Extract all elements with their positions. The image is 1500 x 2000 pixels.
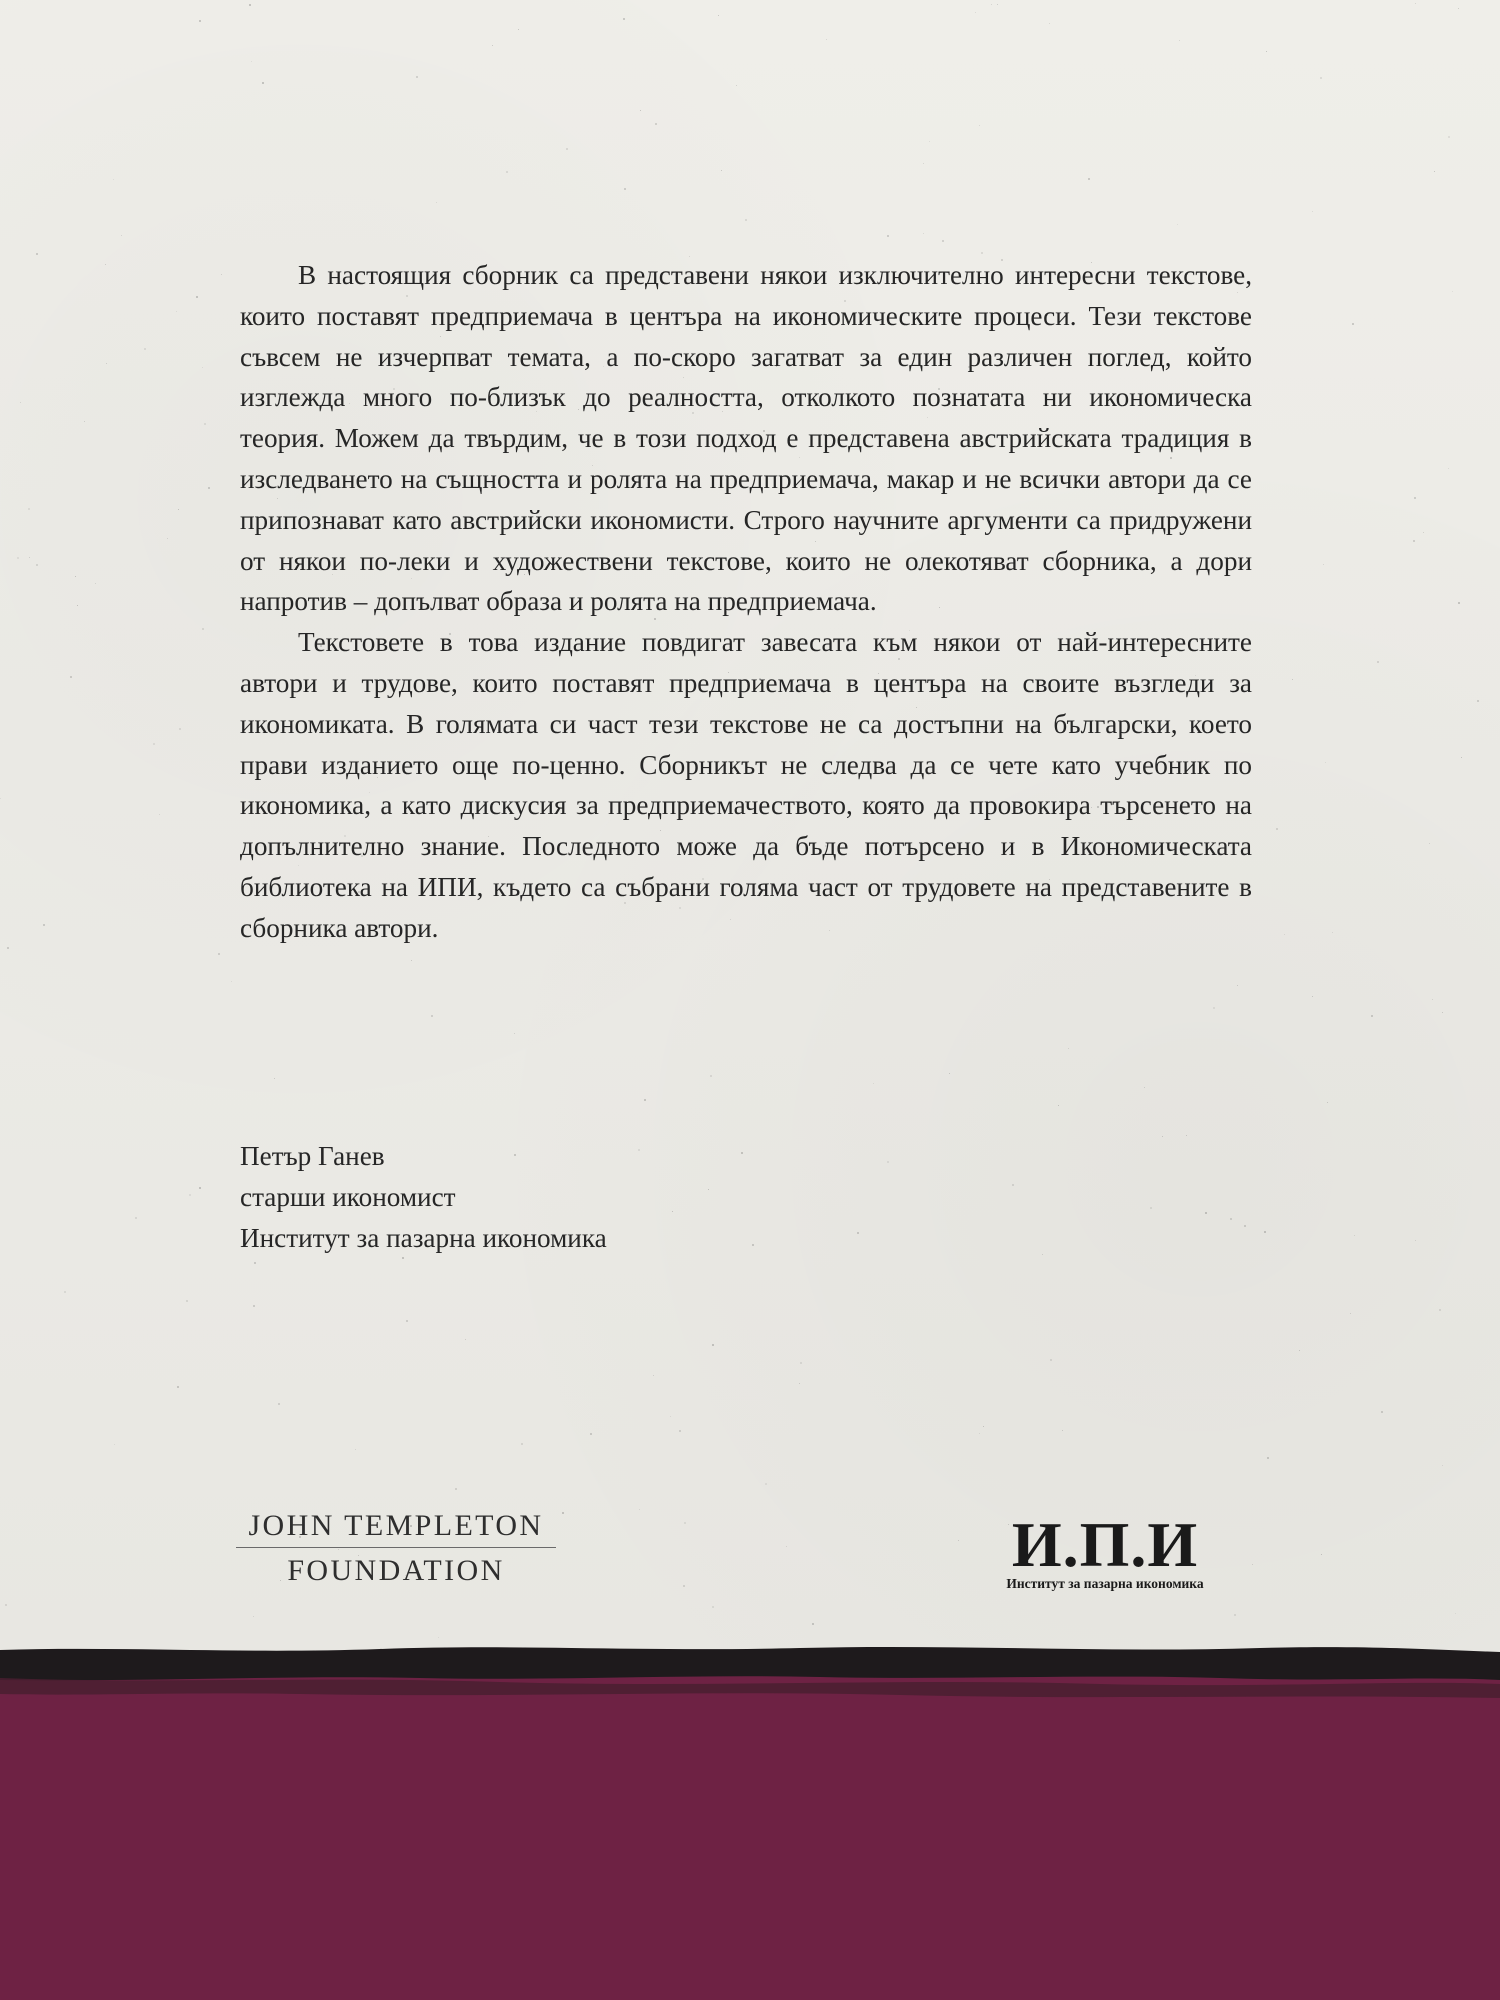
paper-speck	[1042, 1254, 1043, 1255]
paper-speck	[1350, 1313, 1351, 1314]
paper-speck	[204, 423, 206, 425]
paper-speck	[1423, 532, 1424, 533]
paper-speck	[254, 1262, 256, 1264]
paper-speck	[43, 924, 45, 926]
paper-speck	[857, 1232, 859, 1234]
paper-speck	[506, 171, 508, 173]
paper-speck	[159, 814, 160, 815]
paper-speck	[436, 202, 437, 203]
paper-speck	[923, 233, 924, 234]
paper-speck	[640, 110, 641, 111]
paper-speck	[1237, 985, 1238, 986]
paper-speck	[179, 728, 181, 730]
paper-speck	[745, 219, 747, 221]
paper-speck	[741, 1152, 743, 1154]
paper-speck	[5, 1604, 7, 1606]
paper-speck	[929, 141, 930, 142]
paper-speck	[1276, 828, 1278, 830]
paper-speck	[1162, 1136, 1163, 1137]
paper-speck	[670, 1416, 671, 1417]
paper-speck	[644, 1099, 646, 1101]
paper-speck	[153, 743, 155, 745]
paper-speck	[639, 1509, 640, 1510]
paper-speck	[655, 123, 657, 125]
paper-speck	[979, 1433, 980, 1434]
paper-speck	[1050, 1359, 1052, 1361]
paper-speck	[251, 61, 252, 62]
paper-speck	[77, 605, 78, 606]
paper-speck	[1458, 8, 1459, 9]
paper-speck	[1448, 468, 1449, 469]
paper-speck	[981, 252, 983, 254]
paper-speck	[786, 1546, 787, 1547]
paper-speck	[1434, 171, 1435, 172]
paper-speck	[1413, 540, 1415, 542]
paper-speck	[199, 1187, 201, 1189]
paper-speck	[1455, 1613, 1456, 1614]
templeton-logo-divider	[236, 1547, 556, 1548]
paper-speck	[114, 1444, 115, 1445]
paper-speck	[1352, 323, 1354, 325]
paper-speck	[355, 1449, 356, 1450]
paper-speck	[949, 1073, 950, 1074]
paper-speck	[624, 188, 626, 190]
paper-speck	[887, 235, 889, 237]
paper-speck	[1320, 77, 1322, 79]
paper-speck	[991, 4, 992, 5]
paper-speck	[812, 1623, 814, 1625]
paper-speck	[1332, 932, 1333, 933]
paper-speck	[1284, 934, 1285, 935]
paper-speck	[712, 1344, 714, 1346]
paper-speck	[1292, 679, 1293, 680]
paper-speck	[29, 557, 30, 558]
paper-speck	[873, 1083, 874, 1084]
paper-speck	[1252, 1564, 1253, 1565]
paper-speck	[186, 1300, 188, 1302]
templeton-logo-line1: JOHN TEMPLETON	[248, 1509, 544, 1542]
paper-speck	[1371, 1015, 1373, 1017]
paper-speck	[942, 240, 944, 242]
paper-speck	[923, 163, 924, 164]
author-organization: Институт за пазарна икономика	[240, 1222, 607, 1253]
paper-speck	[17, 557, 19, 559]
paper-speck	[1186, 1135, 1187, 1136]
ipi-logo-subtitle: Институт за пазарна икономика	[1006, 1576, 1204, 1591]
paper-speck	[208, 487, 210, 489]
paper-speck	[1264, 1231, 1266, 1233]
paper-speck	[20, 402, 21, 403]
paper-speck	[518, 29, 519, 30]
paper-speck	[590, 1433, 592, 1435]
paper-speck	[0, 798, 1, 799]
paper-speck	[202, 367, 203, 368]
paper-speck	[84, 421, 85, 422]
paper-speck	[514, 1033, 515, 1034]
paper-speck	[997, 4, 998, 5]
band-fill	[0, 1654, 1500, 2000]
paper-speck	[28, 508, 30, 510]
paper-speck	[274, 1078, 275, 1079]
paper-speck	[653, 1375, 654, 1376]
paper-speck	[1312, 211, 1313, 212]
paper-speck	[202, 628, 204, 630]
paper-speck	[1179, 40, 1180, 41]
paper-speck	[177, 1386, 179, 1388]
paper-speck	[1448, 136, 1450, 138]
paragraph-2: Текстовете в това издание повдигат завесата към някои от най-интересните автори и трудове, които поставят предприемача в центъра на своите възгледи за икономиката. В голямата си част тези текстове не са достъпни на български, което прави изданието още по-ценно. Сборникът не следва да се чете като учебник по икономика, а като дискусия за предприемачеството, която да провокира търсенето на допълнително знание. Последното може да бъде потърсено и в Икономическата библиотека на ИПИ, където са събрани голяма част от трудовете на представените в сборника автори.	[240, 627, 1252, 943]
paper-speck	[983, 1426, 984, 1427]
paper-speck	[1177, 224, 1178, 225]
paper-speck	[752, 1244, 754, 1246]
paragraph-1: В настоящия сборник са представени някои изключително интересни текстове, които поставят предприемача в центъра на икономическите процеси. Тези текстове съвсем не изчерпват темата, а по-скоро загатват за един различен поглед, който изглежда много по-близък до реалността, отколкото познатата ни икономическа теория. Можем да твърдим, че в този подход е представена австрийската традиция в изследването на същността и ролята на предприемача, макар и не всички автори да се припознават като австрийски икономисти. Строго научните аргументи са придружени от някои по-леки и художествени текстове, които не олекотяват сборника, а дори напротив – допълват образа и ролята на предприемача.	[240, 260, 1252, 617]
paper-speck	[718, 15, 719, 16]
paper-speck	[1062, 1430, 1063, 1431]
paper-speck	[431, 1015, 433, 1017]
paper-speck	[221, 274, 222, 275]
paper-speck	[1012, 1184, 1014, 1186]
paper-speck	[106, 363, 107, 364]
band-graphic	[0, 1640, 1500, 2000]
paper-speck	[708, 1189, 709, 1190]
paper-speck	[1266, 51, 1267, 52]
signature-block	[240, 1136, 607, 1258]
paper-speck	[1049, 23, 1050, 24]
main-text	[240, 255, 1252, 949]
paper-speck	[1429, 843, 1430, 844]
paper-speck	[1144, 1087, 1145, 1088]
paper-speck	[262, 82, 264, 84]
paper-speck	[1058, 1105, 1059, 1106]
paper-speck	[176, 311, 177, 312]
paper-speck	[1442, 1465, 1443, 1466]
paper-speck	[1442, 1012, 1443, 1013]
paper-speck	[1458, 602, 1460, 604]
paper-speck	[1354, 1235, 1355, 1236]
paper-speck	[1150, 1207, 1152, 1209]
paper-speck	[105, 264, 106, 265]
ipi-logo	[960, 1509, 1250, 1592]
paper-speck	[975, 12, 976, 13]
paper-speck	[710, 1075, 712, 1077]
paper-speck	[1205, 1212, 1207, 1214]
paper-speck	[231, 981, 232, 982]
paper-speck	[721, 170, 722, 171]
paper-speck	[218, 953, 220, 955]
paper-speck	[887, 1161, 889, 1163]
paper-speck	[638, 1149, 640, 1151]
paper-speck	[1088, 178, 1090, 180]
paper-speck	[7, 947, 9, 949]
paper-speck	[492, 45, 493, 46]
paper-speck	[1415, 3, 1416, 4]
paper-speck	[196, 296, 198, 298]
paper-speck	[1452, 291, 1453, 292]
templeton-logo-line2: FOUNDATION	[287, 1554, 505, 1587]
paper-speck	[679, 1430, 681, 1432]
paper-speck	[1234, 1614, 1236, 1616]
paper-speck	[135, 1217, 137, 1219]
paper-speck	[253, 1616, 254, 1617]
paper-speck	[36, 253, 38, 255]
paper-speck	[672, 1211, 673, 1212]
paper-speck	[800, 1362, 802, 1364]
paper-speck	[189, 1194, 191, 1196]
paper-speck	[1230, 1218, 1232, 1220]
paper-speck	[765, 1483, 767, 1485]
paper-speck	[278, 1403, 280, 1405]
paper-speck	[1477, 700, 1479, 702]
paper-speck	[144, 348, 146, 350]
paper-speck	[199, 20, 201, 22]
band-brush-edge	[0, 1647, 1500, 1680]
paper-speck	[1325, 762, 1326, 763]
paper-speck	[121, 235, 122, 236]
paper-speck	[521, 1443, 523, 1445]
templeton-foundation-logo	[228, 1509, 564, 1588]
paper-speck	[1267, 1457, 1269, 1459]
paper-speck	[1439, 1309, 1441, 1311]
paper-speck	[167, 538, 168, 539]
paper-speck	[178, 509, 179, 510]
author-name: Петър Ганев	[240, 1141, 385, 1171]
paper-speck	[1312, 996, 1313, 997]
author-title: старши икономист	[240, 1181, 456, 1212]
paper-speck	[683, 1585, 685, 1587]
paper-speck	[566, 148, 568, 150]
paper-speck	[406, 1320, 408, 1322]
paper-speck	[1377, 661, 1379, 663]
paper-speck	[249, 4, 251, 6]
paper-speck	[1213, 1007, 1215, 1009]
paper-speck	[1432, 999, 1433, 1000]
paper-speck	[1299, 1350, 1300, 1351]
paper-speck	[64, 1291, 66, 1293]
paper-speck	[712, 1606, 714, 1608]
paper-speck	[465, 1339, 466, 1340]
paper-speck	[113, 179, 114, 180]
paper-speck	[1321, 1554, 1322, 1555]
paper-speck	[253, 1305, 255, 1307]
paper-speck	[455, 1488, 457, 1490]
paper-speck	[736, 85, 737, 86]
paper-speck	[684, 1522, 686, 1524]
paper-speck	[1327, 1102, 1328, 1103]
paper-speck	[799, 1383, 800, 1384]
paper-speck	[1414, 497, 1416, 499]
paper-speck	[1381, 1411, 1383, 1413]
paper-speck	[95, 583, 96, 584]
paper-speck	[70, 676, 72, 678]
paper-speck	[36, 564, 38, 566]
paper-speck	[75, 576, 76, 577]
paper-speck	[1415, 1240, 1416, 1241]
paper-speck	[1244, 1225, 1246, 1227]
paper-speck	[1068, 1048, 1069, 1049]
paper-speck	[411, 960, 412, 961]
paper-speck	[623, 18, 625, 20]
paper-speck	[416, 76, 418, 78]
ipi-logo-mark: И.П.И	[1011, 1509, 1199, 1580]
paper-speck	[438, 1637, 439, 1638]
paper-speck	[979, 125, 980, 126]
paper-speck	[1323, 564, 1324, 565]
paper-speck	[826, 39, 827, 40]
paper-speck	[958, 1540, 959, 1541]
paper-speck	[1461, 757, 1462, 758]
cover-color-band	[0, 1640, 1500, 2000]
